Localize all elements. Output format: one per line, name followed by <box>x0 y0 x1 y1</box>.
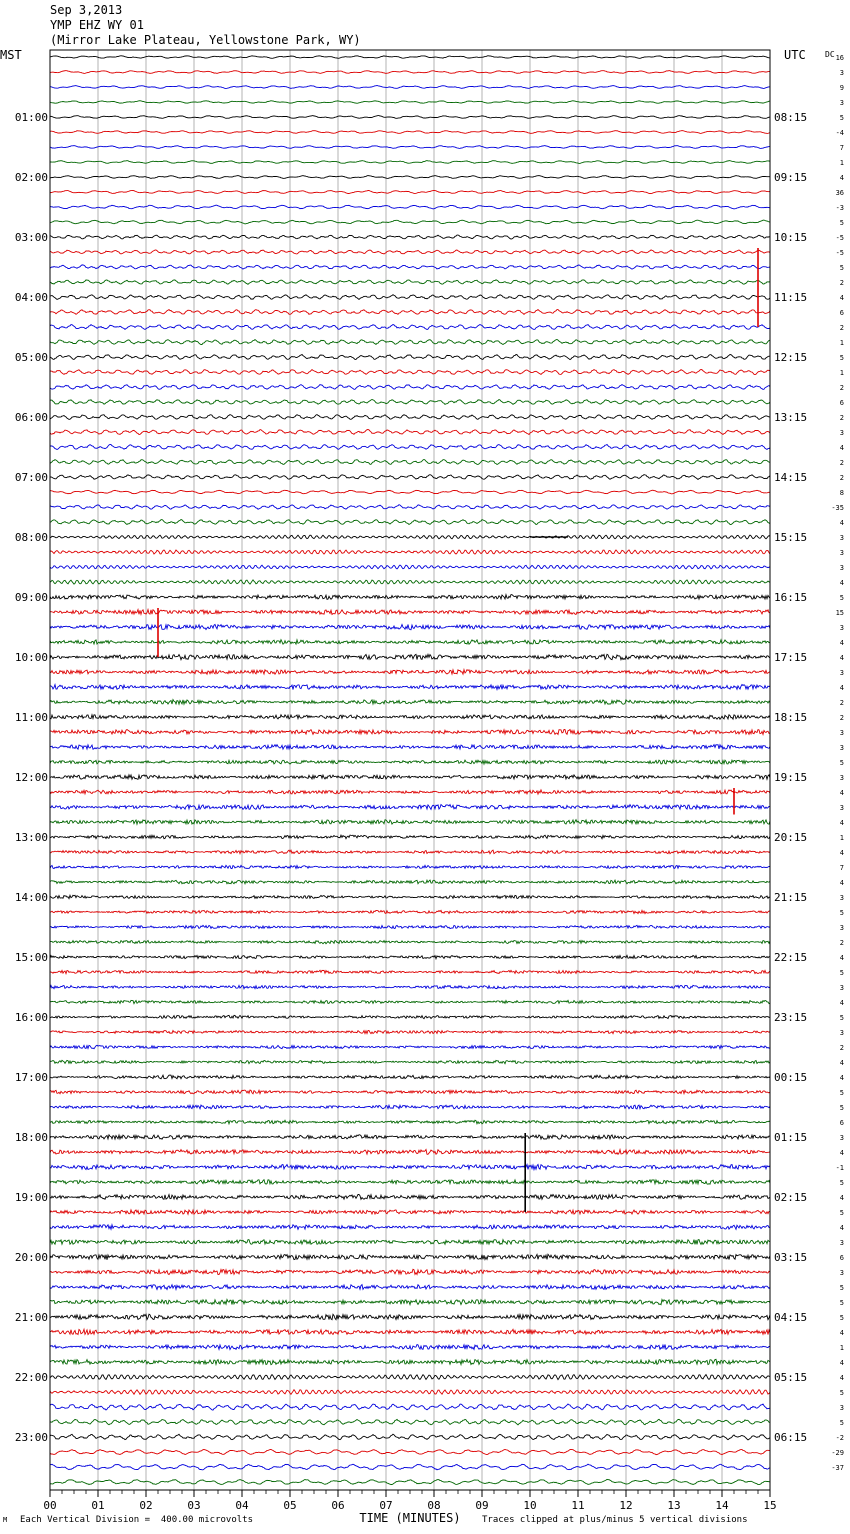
trace-10 <box>50 205 770 209</box>
left-hour-label: 20:00 <box>14 1251 48 1264</box>
right-hour-label: 02:15 <box>774 1191 808 1204</box>
dc-offset-value: 3 <box>839 984 844 992</box>
dc-offset-value: 7 <box>839 144 844 152</box>
dc-offset-value: 1 <box>839 1344 844 1352</box>
left-hour-label: 08:00 <box>14 531 48 544</box>
dc-offset-value: 3 <box>839 1239 844 1247</box>
trace-95 <box>50 1479 770 1484</box>
footer-corner-mark: M <box>3 1516 8 1524</box>
trace-35 <box>50 580 770 584</box>
trace-19 <box>50 340 770 345</box>
trace-72 <box>50 1135 770 1140</box>
right-hour-label: 11:15 <box>774 291 808 304</box>
x-tick-label-14: 14 <box>715 1499 729 1512</box>
trace-49 <box>50 790 770 794</box>
trace-31 <box>50 520 770 525</box>
x-tick-label-10: 10 <box>523 1499 537 1512</box>
dc-offset-value: 5 <box>839 1089 844 1097</box>
left-hour-label: 17:00 <box>14 1071 48 1084</box>
trace-57 <box>50 910 770 913</box>
trace-70 <box>50 1105 770 1109</box>
dc-offset-value: 1 <box>839 834 844 842</box>
trace-63 <box>50 1000 770 1003</box>
left-hour-label: 05:00 <box>14 351 48 364</box>
right-hour-label: 08:15 <box>774 111 808 124</box>
trace-56 <box>50 895 770 898</box>
left-hour-label: 16:00 <box>14 1011 48 1024</box>
dc-offset-value: 5 <box>839 1389 844 1397</box>
trace-82 <box>50 1285 770 1290</box>
trace-90 <box>50 1404 770 1410</box>
dc-offset-value: 2 <box>839 459 844 467</box>
trace-73 <box>50 1150 770 1155</box>
trace-62 <box>50 985 770 988</box>
dc-offset-value: 5 <box>839 594 844 602</box>
dc-offset-value: 3 <box>839 549 844 557</box>
dc-offset-value: 5 <box>839 1299 844 1307</box>
dc-offset-value: 1 <box>839 369 844 377</box>
dc-offset-value: 4 <box>839 684 844 692</box>
dc-offset-value: 3 <box>839 924 844 932</box>
x-tick-label-2: 02 <box>139 1499 153 1512</box>
dc-offset-value: -5 <box>835 234 844 242</box>
right-hour-label: 20:15 <box>774 831 808 844</box>
trace-93 <box>50 1450 770 1455</box>
trace-36 <box>50 595 770 600</box>
trace-84 <box>50 1314 770 1320</box>
trace-16 <box>50 295 770 300</box>
trace-1 <box>50 71 770 74</box>
trace-67 <box>50 1060 770 1063</box>
dc-offset-value: 3 <box>839 1029 844 1037</box>
x-tick-label-15: 15 <box>763 1499 777 1512</box>
dc-offset-value: 5 <box>839 1179 844 1187</box>
x-tick-label-6: 06 <box>331 1499 345 1512</box>
trace-91 <box>50 1419 770 1425</box>
dc-offset-value: 3 <box>839 1404 844 1412</box>
dc-offset-value: 4 <box>839 1224 844 1232</box>
dc-offset-value: 3 <box>839 534 844 542</box>
trace-59 <box>50 941 770 944</box>
trace-23 <box>50 400 770 405</box>
right-hour-label: 04:15 <box>774 1311 808 1324</box>
trace-60 <box>50 955 770 958</box>
trace-44 <box>50 715 770 720</box>
footer-clip-note: Traces clipped at plus/minus 5 vertical divisions <box>482 1515 748 1525</box>
dc-offset-value: 2 <box>839 1044 844 1052</box>
dc-offset-value: 6 <box>839 399 844 407</box>
trace-55 <box>50 880 770 884</box>
dc-offset-value: 4 <box>839 789 844 797</box>
left-hour-label: 14:00 <box>14 891 48 904</box>
trace-81 <box>50 1269 770 1274</box>
dc-offset-value: -1 <box>835 1164 844 1172</box>
trace-77 <box>50 1210 770 1214</box>
left-hour-label: 09:00 <box>14 591 48 604</box>
dc-offset-value: 5 <box>839 219 844 227</box>
dc-offset-value: 8 <box>839 489 844 497</box>
trace-42 <box>50 685 770 690</box>
dc-offset-value: 15 <box>835 609 844 617</box>
left-hour-label: 22:00 <box>14 1371 48 1384</box>
x-tick-label-7: 07 <box>379 1499 393 1512</box>
trace-7 <box>50 161 770 164</box>
x-tick-label-13: 13 <box>667 1499 681 1512</box>
dc-offset-value: 4 <box>839 819 844 827</box>
trace-50 <box>50 805 770 810</box>
dc-offset-value: 4 <box>839 579 844 587</box>
dc-offset-value: 4 <box>839 1374 844 1382</box>
right-hour-label: 18:15 <box>774 711 808 724</box>
dc-offset-value: 2 <box>839 714 844 722</box>
dc-offset-value: 4 <box>839 1329 844 1337</box>
x-tick-label-4: 04 <box>235 1499 249 1512</box>
trace-17 <box>50 310 770 315</box>
dc-offset-value: 2 <box>839 414 844 422</box>
trace-11 <box>50 220 770 224</box>
dc-offset-value: 36 <box>835 189 844 197</box>
trace-26 <box>50 445 770 450</box>
dc-offset-value: 4 <box>839 879 844 887</box>
right-timezone-label: UTC <box>784 48 806 62</box>
x-tick-label-0: 00 <box>43 1499 57 1512</box>
header-station: YMP EHZ WY 01 <box>50 18 144 32</box>
trace-87 <box>50 1359 770 1364</box>
trace-30 <box>50 505 770 510</box>
trace-92 <box>50 1434 770 1440</box>
dc-offset-value: 4 <box>839 174 844 182</box>
dc-offset-value: 6 <box>839 1254 844 1262</box>
trace-25 <box>50 430 770 435</box>
dc-offset-value: 4 <box>839 1194 844 1202</box>
x-tick-label-1: 01 <box>91 1499 105 1512</box>
dc-offset-value: 6 <box>839 1119 844 1127</box>
dc-offset-value: 5 <box>839 1284 844 1292</box>
dc-offset-value: 4 <box>839 1059 844 1067</box>
dc-offset-value: 5 <box>839 114 844 122</box>
dc-offset-value: 5 <box>839 969 844 977</box>
trace-27 <box>50 460 770 465</box>
dc-offset-value: 2 <box>839 279 844 287</box>
dc-offset-value: 3 <box>839 1269 844 1277</box>
left-hour-label: 21:00 <box>14 1311 48 1324</box>
dc-offset-value: 3 <box>839 669 844 677</box>
dc-offset-value: 4 <box>839 639 844 647</box>
dc-offset-value: 4 <box>839 1149 844 1157</box>
trace-32 <box>50 535 770 539</box>
trace-8 <box>50 176 770 179</box>
dc-offset-value: -2 <box>835 1434 844 1442</box>
dc-offset-value: 5 <box>839 909 844 917</box>
x-tick-label-5: 05 <box>283 1499 297 1512</box>
trace-47 <box>50 760 770 764</box>
right-hour-label: 15:15 <box>774 531 808 544</box>
right-hour-label: 14:15 <box>774 471 808 484</box>
dc-offset-value: 6 <box>839 309 844 317</box>
dc-offset-value: -29 <box>831 1449 844 1457</box>
trace-86 <box>50 1345 770 1350</box>
trace-52 <box>50 835 770 839</box>
right-hour-label: 22:15 <box>774 951 808 964</box>
trace-4 <box>50 116 770 119</box>
dc-offset-value: 2 <box>839 699 844 707</box>
right-hour-label: 19:15 <box>774 771 808 784</box>
left-hour-label: 03:00 <box>14 231 48 244</box>
dc-offset-value: -5 <box>835 249 844 257</box>
trace-51 <box>50 820 770 825</box>
trace-54 <box>50 865 770 868</box>
left-timezone-label: MST <box>0 48 22 62</box>
right-hour-label: 03:15 <box>774 1251 808 1264</box>
dc-offset-value: 3 <box>839 429 844 437</box>
right-hour-label: 12:15 <box>774 351 808 364</box>
dc-offset-value: 9 <box>839 84 844 92</box>
trace-13 <box>50 250 770 254</box>
trace-21 <box>50 370 770 375</box>
x-axis <box>43 1490 776 1512</box>
trace-3 <box>50 101 770 104</box>
trace-66 <box>50 1045 770 1048</box>
left-hour-label: 07:00 <box>14 471 48 484</box>
trace-78 <box>50 1225 770 1230</box>
dc-offset-value: 3 <box>839 894 844 902</box>
trace-88 <box>50 1375 770 1380</box>
dc-offset-value: 3 <box>839 729 844 737</box>
trace-41 <box>50 670 770 675</box>
right-hour-label: 05:15 <box>774 1371 808 1384</box>
right-hour-label: 01:15 <box>774 1131 808 1144</box>
left-hour-label: 11:00 <box>14 711 48 724</box>
dc-offset-value: 2 <box>839 384 844 392</box>
dc-offset-value: 3 <box>839 624 844 632</box>
dc-offset-value: 5 <box>839 1209 844 1217</box>
right-hour-label: 09:15 <box>774 171 808 184</box>
dc-offset-value: 5 <box>839 1419 844 1427</box>
trace-33 <box>50 550 770 554</box>
trace-15 <box>50 280 770 285</box>
trace-75 <box>50 1180 770 1185</box>
dc-offset-value: 16 <box>835 54 844 62</box>
trace-71 <box>50 1120 770 1124</box>
trace-18 <box>50 325 770 330</box>
left-hour-label: 19:00 <box>14 1191 48 1204</box>
dc-offset-value: 5 <box>839 1014 844 1022</box>
dc-offset-value: 2 <box>839 939 844 947</box>
trace-69 <box>50 1090 770 1094</box>
left-hour-label: 15:00 <box>14 951 48 964</box>
dc-offset-value: -3 <box>835 204 844 212</box>
trace-2 <box>50 86 770 89</box>
left-hour-label: 23:00 <box>14 1431 48 1444</box>
trace-22 <box>50 385 770 390</box>
trace-76 <box>50 1195 770 1200</box>
trace-0 <box>50 56 770 59</box>
x-tick-label-11: 11 <box>571 1499 585 1512</box>
x-tick-label-8: 08 <box>427 1499 441 1512</box>
right-hour-label: 17:15 <box>774 651 808 664</box>
trace-89 <box>50 1390 770 1395</box>
trace-46 <box>50 745 770 750</box>
trace-34 <box>50 565 770 569</box>
trace-79 <box>50 1240 770 1245</box>
dc-offset-value: 2 <box>839 324 844 332</box>
x-tick-label-9: 09 <box>475 1499 489 1512</box>
dc-offset-column <box>831 54 844 1472</box>
trace-12 <box>50 235 770 239</box>
right-hour-label: 16:15 <box>774 591 808 604</box>
trace-94 <box>50 1464 770 1470</box>
trace-64 <box>50 1015 770 1018</box>
dc-offset-value: -35 <box>831 504 844 512</box>
trace-28 <box>50 475 770 480</box>
dc-offset-value: 3 <box>839 99 844 107</box>
x-tick-label-3: 03 <box>187 1499 201 1512</box>
trace-9 <box>50 191 770 194</box>
trace-6 <box>50 146 770 149</box>
left-hour-label: 04:00 <box>14 291 48 304</box>
left-hour-label: 06:00 <box>14 411 48 424</box>
left-hour-label: 13:00 <box>14 831 48 844</box>
left-hour-label: 01:00 <box>14 111 48 124</box>
trace-48 <box>50 775 770 779</box>
header-date: Sep 3,2013 <box>50 3 123 17</box>
dc-label: DC <box>825 50 835 59</box>
trace-29 <box>50 490 770 494</box>
trace-83 <box>50 1300 770 1305</box>
dc-offset-value: 4 <box>839 654 844 662</box>
left-hour-label: 10:00 <box>14 651 48 664</box>
dc-offset-value: 2 <box>839 474 844 482</box>
trace-43 <box>50 700 770 705</box>
trace-68 <box>50 1075 770 1079</box>
plot-frame <box>50 50 770 1490</box>
dc-offset-value: 4 <box>839 444 844 452</box>
dc-offset-value: 5 <box>839 354 844 362</box>
right-hour-label: 23:15 <box>774 1011 808 1024</box>
dc-offset-value: 5 <box>839 264 844 272</box>
dc-offset-value: 5 <box>839 1314 844 1322</box>
dc-offset-value: 3 <box>839 744 844 752</box>
right-hour-label: 10:15 <box>774 231 808 244</box>
left-hour-label: 12:00 <box>14 771 48 784</box>
dc-offset-value: 3 <box>839 564 844 572</box>
trace-65 <box>50 1031 770 1034</box>
dc-offset-value: 7 <box>839 864 844 872</box>
dc-offset-value: 4 <box>839 1359 844 1367</box>
dc-offset-value: 3 <box>839 69 844 77</box>
trace-85 <box>50 1329 770 1334</box>
right-hour-label: 21:15 <box>774 891 808 904</box>
dc-offset-value: 3 <box>839 1134 844 1142</box>
seismic-traces <box>50 56 770 1485</box>
trace-5 <box>50 131 770 134</box>
right-hour-label: 00:15 <box>774 1071 808 1084</box>
dc-offset-value: 1 <box>839 339 844 347</box>
right-hour-label: 06:15 <box>774 1431 808 1444</box>
dc-offset-value: 4 <box>839 849 844 857</box>
dc-offset-value: 1 <box>839 159 844 167</box>
trace-20 <box>50 355 770 360</box>
x-tick-label-12: 12 <box>619 1499 633 1512</box>
dc-offset-value: 3 <box>839 804 844 812</box>
trace-74 <box>50 1165 770 1170</box>
footer-scale-note: Each Vertical Division = 400.00 microvolts <box>20 1515 253 1525</box>
trace-53 <box>50 850 770 854</box>
trace-58 <box>50 925 770 928</box>
dc-offset-value: -37 <box>831 1464 844 1472</box>
right-hour-label: 13:15 <box>774 411 808 424</box>
dc-offset-value: 4 <box>839 954 844 962</box>
left-hour-label: 02:00 <box>14 171 48 184</box>
dc-offset-value: 3 <box>839 774 844 782</box>
dc-offset-value: 4 <box>839 1074 844 1082</box>
dc-offset-value: 5 <box>839 759 844 767</box>
trace-24 <box>50 415 770 420</box>
dc-offset-value: 4 <box>839 519 844 527</box>
trace-14 <box>50 265 770 269</box>
dc-offset-value: 5 <box>839 1104 844 1112</box>
dc-offset-value: -4 <box>835 129 844 137</box>
dc-offset-value: 4 <box>839 999 844 1007</box>
left-hour-label: 18:00 <box>14 1131 48 1144</box>
trace-80 <box>50 1254 770 1260</box>
header-location: (Mirror Lake Plateau, Yellowstone Park, WY) <box>50 33 361 47</box>
x-axis-label: TIME (MINUTES) <box>359 1511 461 1525</box>
trace-45 <box>50 730 770 735</box>
dc-offset-value: 4 <box>839 294 844 302</box>
trace-61 <box>50 970 770 973</box>
